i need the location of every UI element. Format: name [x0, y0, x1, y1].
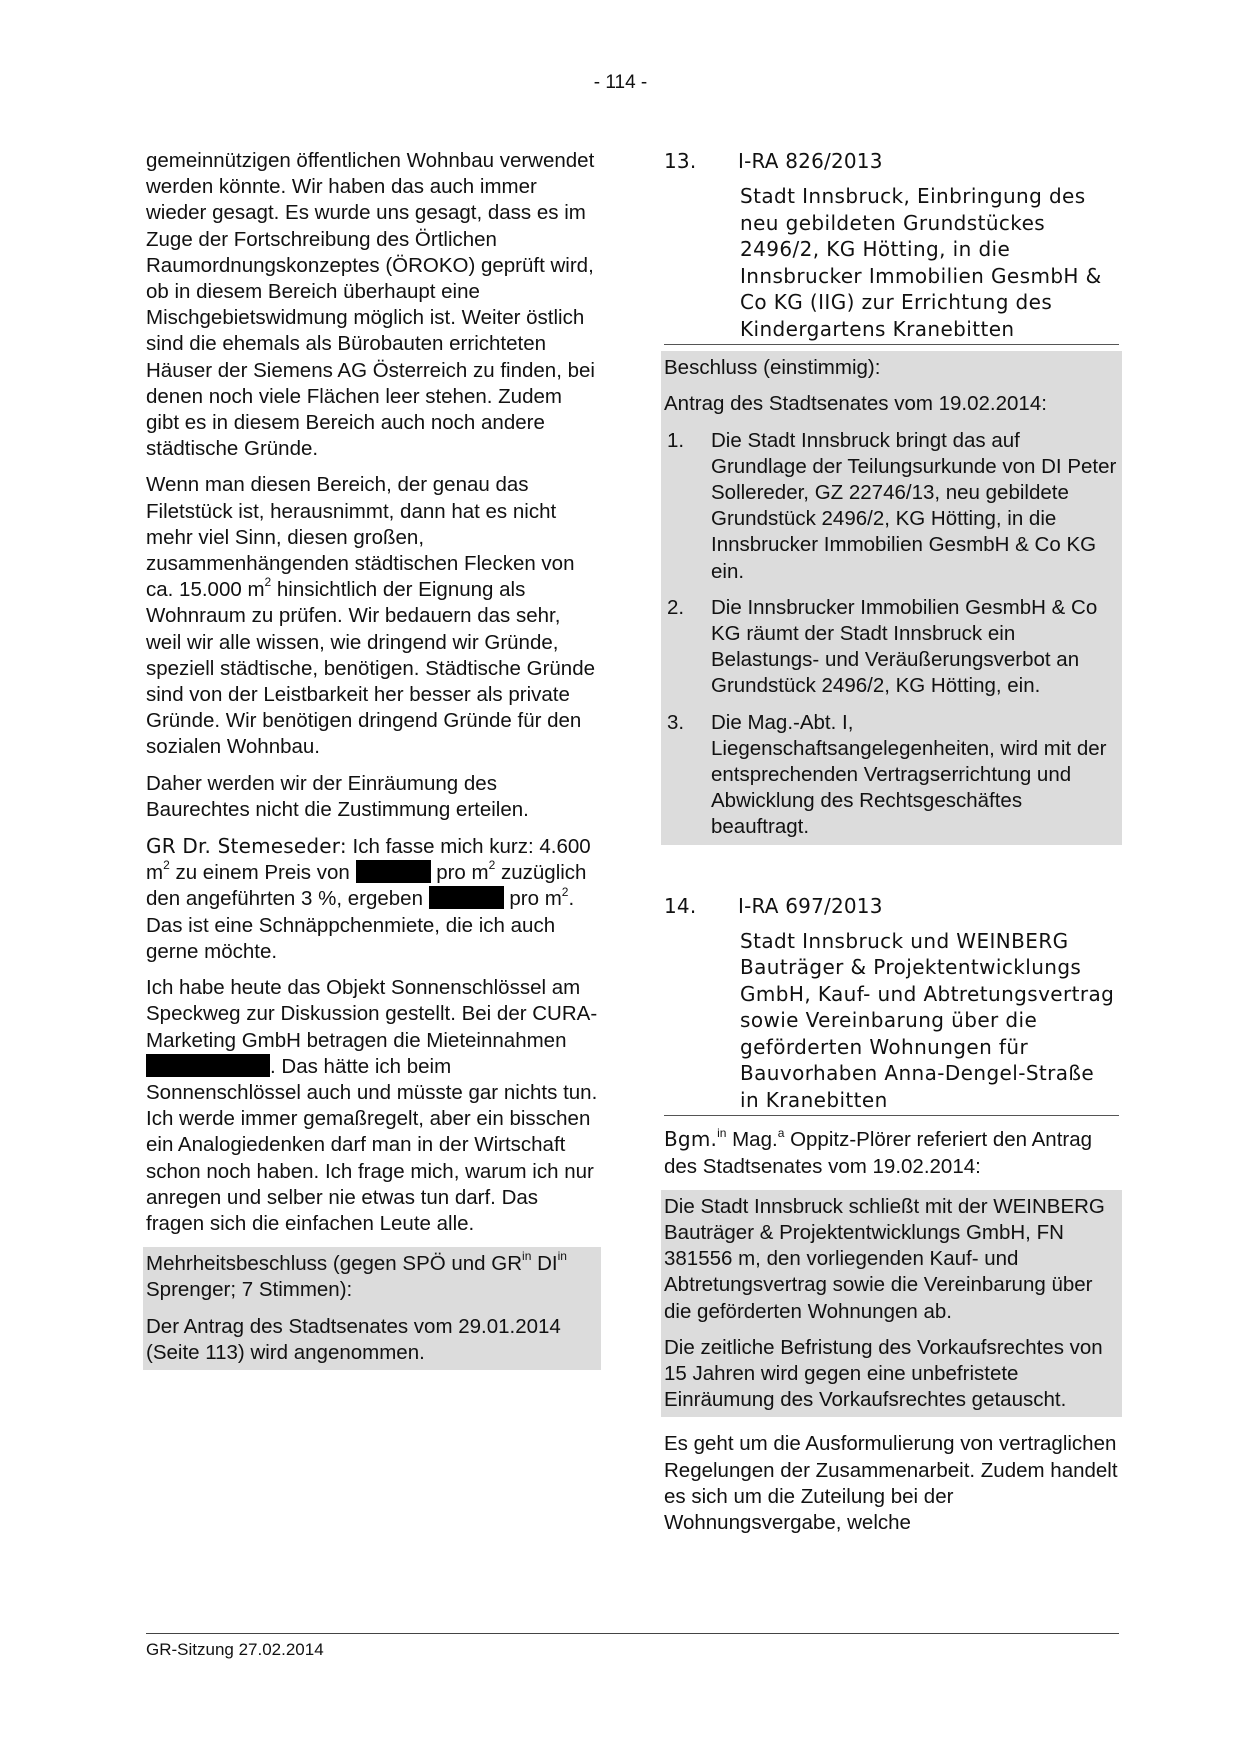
item-number: 13.	[664, 149, 697, 173]
item-title: Stadt Innsbruck und WEINBERG Bauträger & Projektentwicklungs GmbH, Kauf- und Abtretungsvertrag sowie Vereinbarung über die geförderten Wohnungen für Bauvorhaben Anna-Dengel-Straße in Kranebitten	[740, 928, 1115, 1112]
list-item: 3. Die Mag.-Abt. I, Liegenschaftsangelegenheiten, wird mit der entsprechenden Vertragserrichtung und Abwicklung des Rechtsgeschäftes beauftragt.	[667, 710, 1107, 839]
redaction-bar	[146, 1054, 270, 1077]
agenda-item-13	[664, 148, 1119, 845]
paragraph: Daher werden wir der Einräumung des Baurechtes nicht die Zustimmung erteilen.	[146, 771, 529, 821]
decision-heading: Mehrheitsbeschluss (gegen SPÖ und $GR^{in}$ $DI^{in}$ Sprenger; 7 Stimmen):	[146, 1249, 567, 1302]
paragraph: Es geht um die Ausformulierung von vertraglichen Regelungen der Zusammenarbeit. Zudem handelt es sich um die Zuteilung bei der Wohnungsvergabe, welche	[664, 1432, 1118, 1534]
decision-box	[143, 1247, 601, 1370]
right-column	[664, 148, 1119, 1546]
paragraph: gemeinnützigen öffentlichen Wohnbau verwendet werden könnte. Wir haben das auch immer wieder gesagt. Es wurde uns gesagt, dass es im Zuge der Fortschreibung des Örtlichen Raumordnungskonzeptes (ÖROKO) geprüft wird, ob in diesem Bereich überhaupt eine Mischgebietswidmung möglich ist. Weiter östlich sind die ehemals als Bürobauten errichteten Häuser der Siemens AG Österreich zu finden, bei denen noch viele Flächen leer stehen. Zudem gibt es in diesem Bereich auch noch andere städtische Gründe.	[146, 149, 595, 461]
decision-text: Der Antrag des Stadtsenates vom 29.01.2014 (Seite 113) wird angenommen.	[146, 1314, 561, 1364]
speaker-name: GR Dr. Stemeseder:	[146, 834, 347, 859]
motion-heading: Antrag des Stadtsenates vom 19.02.2014:	[664, 392, 1047, 416]
item-reference: I-RA 826/2013	[738, 149, 883, 173]
redaction-bar	[429, 886, 504, 909]
left-column	[146, 148, 598, 1370]
decision-points	[664, 428, 1119, 841]
divider	[664, 1115, 1119, 1116]
list-item: 2. Die Innsbrucker Immobilien GesmbH & Co KG räumt der Stadt Innsbruck ein Belastungs- und Veräußerungsverbot an Grundstück 2496/2, KG Hötting, ein.	[667, 595, 1098, 698]
paragraph: Wenn man diesen Bereich, der genau das Filetstück ist, herausnimmt, dann hat es nicht mehr viel Sinn, diesen großen, zusammenhängenden städtischen Flecken von ca. 15.000 $m^2$ hinsichtlich der Eignung als Wohnraum zu prüfen. Wir bedauern das sehr, weil wir alle wissen, wie dringend wir Gründe, speziell städtische, benötigen. Städtische Gründe sind von der Leistbarkeit her besser als private Gründe. Wir benötigen dringend Gründe für den sozialen Wohnbau.	[146, 473, 595, 759]
footer-text: GR-Sitzung 27.02.2014	[146, 1640, 324, 1659]
divider	[664, 344, 1119, 345]
item-title: Stadt Innsbruck, Einbringung des neu gebildeten Grundstückes 2496/2, KG Hötting, in die Innsbrucker Immobilien GesmbH & Co KG (IIG) zur Errichtung des Kindergartens Kranebitten	[740, 184, 1102, 341]
item-reference: I-RA 697/2013	[738, 893, 883, 918]
decision-heading: Beschluss (einstimmig):	[664, 356, 881, 380]
agenda-item-14	[664, 893, 1119, 1537]
footer-divider	[146, 1633, 1119, 1634]
rapporteur-line: Bgm.$^{in}$ Mag.$^a$ Oppitz-Plörer referiert den Antrag des Stadtsenates vom 19.02.2014:	[664, 1125, 1093, 1178]
redaction-bar	[356, 860, 431, 883]
paragraph: GR Dr. Stemeseder: Ich fasse mich kurz: 4.600 $m^2$ zu einem Preis von pro $m^2$ zuzüglich den angeführten 3 %, ergeben pro $m^2$. Das ist eine Schnäppchenmiete, die ich auch gerne möchte.	[146, 834, 591, 963]
paragraph: Ich habe heute das Objekt Sonnenschlössel am Speckweg zur Diskussion gestellt. Bei der CURA-Marketing GmbH betragen die Mieteinnahmen . Das hätte ich beim Sonnenschlössel auch und müsste gar nichts tun. Ich werde immer gemaßregelt, aber ein bisschen ein Analogiedenken darf man in der Wirtschaft schon noch haben. Ich frage mich, warum ich nur anregen und selber nie etwas tun darf. Das fragen sich die einfachen Leute alle.	[146, 976, 598, 1235]
decision-box	[661, 351, 1122, 844]
motion-text: Die zeitliche Befristung des Vorkaufsrechtes von 15 Jahren wird gegen eine unbefristete Einräumung des Vorkaufsrechtes getauscht.	[664, 1335, 1103, 1412]
page-number: - 114 -	[593, 72, 648, 93]
motion-text: Die Stadt Innsbruck schließt mit der WEINBERG Bauträger & Projektentwicklungs GmbH, FN 381556 m, den vorliegenden Kauf- und Abtretungsvertrag sowie die Vereinbarung über die geförderten Wohnungen ab.	[664, 1194, 1105, 1323]
list-item: 1. Die Stadt Innsbruck bringt das auf Grundlage der Teilungsurkunde von DI Peter Sollereder, GZ 22746/13, neu gebildete Grundstück 2496/2, KG Hötting, in die Innsbrucker Immobilien GesmbH & Co KG ein.	[667, 428, 1117, 583]
item-number: 14.	[664, 893, 697, 918]
motion-box	[661, 1190, 1122, 1418]
